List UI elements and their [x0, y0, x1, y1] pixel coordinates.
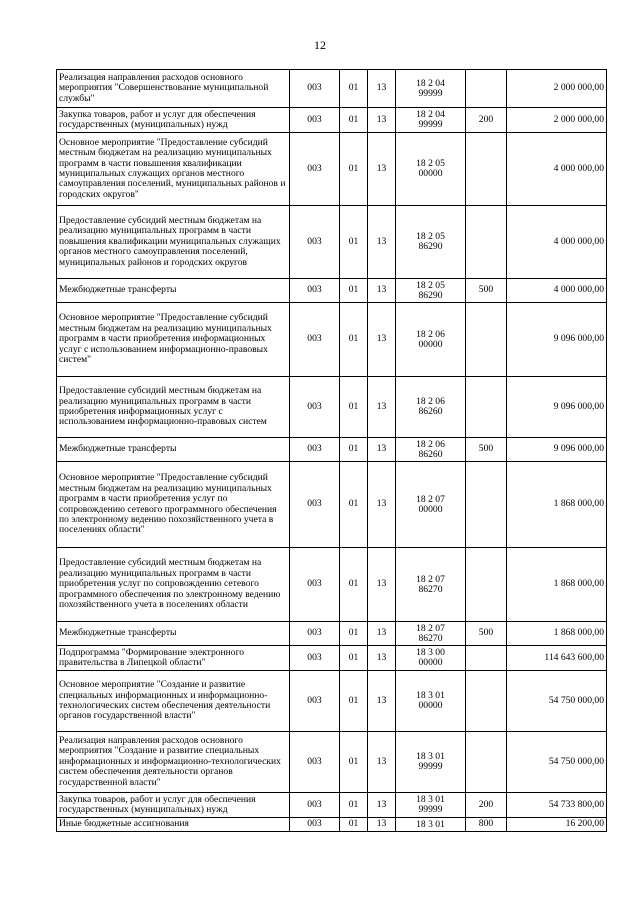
- row-name-cell: Реализация направления расходов основного мероприятия "Совершенствование муниципальной службы": [57, 70, 290, 108]
- target-article-cell: [396, 108, 466, 133]
- target-article-part2: 86290: [418, 289, 443, 301]
- subsection-code-cell: 13: [368, 279, 396, 303]
- table-row: [57, 206, 607, 279]
- expense-type-cell: [466, 303, 507, 377]
- target-article-part1: 18 2 05: [416, 231, 445, 242]
- table-row: [57, 108, 607, 133]
- expense-type-cell: [466, 462, 507, 548]
- row-name-cell: Предоставление субсидий местным бюджетам на реализацию муниципальных программ в части повышения квалификации муниципальных служащих органов местного самоуправления поселений, муниципальных районов и городских округов: [57, 206, 290, 279]
- row-name-cell: Основное мероприятие "Предоставление субсидий местным бюджетам на реализацию муниципальных программ в части повышения квалификации муниципальных служащих органов местного самоуправления поселений, муниципальных районов и городских округов": [57, 133, 290, 206]
- target-article-cell: [396, 303, 466, 377]
- section-code-cell: 01: [340, 438, 368, 462]
- target-article-part1: 18 2 07: [416, 573, 445, 585]
- section-code-cell: 01: [340, 818, 368, 832]
- section-code-cell: 01: [340, 108, 368, 133]
- subsection-code-cell: 13: [368, 548, 396, 622]
- table-row: [57, 646, 607, 671]
- expense-type-cell: 500: [466, 622, 507, 646]
- target-article-cell: [396, 818, 466, 832]
- expense-type-cell: 500: [466, 279, 507, 303]
- row-name-cell: Подпрограмма "Формирование электронного правительства в Липецкой области": [57, 646, 290, 671]
- expense-type-cell: 500: [466, 438, 507, 462]
- ministry-code-cell: 003: [290, 622, 340, 646]
- target-article-part2: 99999: [418, 87, 443, 99]
- subsection-code-cell: 13: [368, 671, 396, 732]
- section-code-cell: 01: [340, 622, 368, 646]
- target-article-cell: [396, 279, 466, 303]
- amount-cell: 1 868 000,00: [507, 622, 607, 646]
- target-article-cell: [396, 462, 466, 548]
- ministry-code-cell: 003: [290, 548, 340, 622]
- ministry-code-cell: 003: [290, 303, 340, 377]
- section-code-cell: 01: [340, 732, 368, 793]
- section-code-cell: 01: [340, 671, 368, 732]
- expense-type-cell: [466, 70, 507, 108]
- row-name-cell: Межбюджетные трансферты: [57, 279, 290, 303]
- expense-type-cell: 200: [466, 108, 507, 133]
- target-article-part1: 18 2 05: [416, 158, 445, 169]
- table-row: [57, 622, 607, 646]
- table-body: [57, 70, 607, 832]
- table-row: [57, 671, 607, 732]
- section-code-cell: 01: [340, 279, 368, 303]
- subsection-code-cell: 13: [368, 377, 396, 438]
- ministry-code-cell: 003: [290, 70, 340, 108]
- target-article-cell: [396, 646, 466, 671]
- table-row: [57, 818, 607, 832]
- amount-cell: 4 000 000,00: [507, 133, 607, 206]
- target-article-cell: [396, 377, 466, 438]
- amount-cell: 1 868 000,00: [507, 462, 607, 548]
- amount-cell: 1 868 000,00: [507, 548, 607, 622]
- target-article-cell: [396, 732, 466, 793]
- amount-cell: 54 733 800,00: [507, 793, 607, 818]
- target-article-part1: 18 2 05: [416, 279, 445, 291]
- row-name-cell: Основное мероприятие "Предоставление субсидий местным бюджетам на реализацию муниципальных программ в части приобретения информационных услуг с использованием информационно-правовых систем": [57, 303, 290, 377]
- subsection-code-cell: 13: [368, 622, 396, 646]
- section-code-cell: 01: [340, 377, 368, 438]
- target-article-part2: 86260: [418, 406, 443, 417]
- target-article-part1: 18 2 06: [416, 396, 445, 407]
- expense-type-cell: [466, 206, 507, 279]
- target-article-part1: 18 3 01: [416, 794, 445, 805]
- target-article-part2: 99999: [418, 761, 443, 772]
- expense-type-cell: [466, 646, 507, 671]
- target-article-part1: 18 3 01: [416, 751, 445, 762]
- subsection-code-cell: 13: [368, 732, 396, 793]
- target-article-part1: 18 2 07: [416, 622, 445, 634]
- section-code-cell: 01: [340, 462, 368, 548]
- row-name-cell: Межбюджетные трансферты: [57, 622, 290, 646]
- amount-cell: 16 200,00: [507, 818, 607, 832]
- target-article-cell: [396, 70, 466, 108]
- target-article-part2: 86270: [418, 632, 443, 644]
- subsection-code-cell: 13: [368, 303, 396, 377]
- section-code-cell: 01: [340, 646, 368, 671]
- target-article-part2: 86260: [418, 448, 443, 460]
- subsection-code-cell: 13: [368, 438, 396, 462]
- table-row: [57, 377, 607, 438]
- target-article-part1: 18 3 01: [416, 818, 445, 830]
- target-article-part1: 18 2 06: [416, 328, 445, 340]
- target-article-cell: [396, 622, 466, 646]
- subsection-code-cell: 13: [368, 818, 396, 832]
- target-article-part2: 00000: [418, 700, 443, 711]
- section-code-cell: 01: [340, 206, 368, 279]
- row-name-cell: Межбюджетные трансферты: [57, 438, 290, 462]
- subsection-code-cell: 13: [368, 646, 396, 671]
- target-article-part1: 18 2 07: [416, 493, 445, 505]
- table-row: [57, 732, 607, 793]
- amount-cell: 54 750 000,00: [507, 732, 607, 793]
- row-name-cell: Закупка товаров, работ и услуг для обеспечения государственных (муниципальных) нужд: [57, 793, 290, 818]
- target-article-part2: 00000: [418, 657, 443, 668]
- table-row: [57, 793, 607, 818]
- ministry-code-cell: 003: [290, 462, 340, 548]
- section-code-cell: 01: [340, 548, 368, 622]
- table-row: [57, 279, 607, 303]
- target-article-cell: [396, 133, 466, 206]
- ministry-code-cell: 003: [290, 279, 340, 303]
- target-article-part1: 18 3 00: [416, 647, 445, 658]
- amount-cell: 114 643 600,00: [507, 646, 607, 671]
- table-row: [57, 438, 607, 462]
- ministry-code-cell: 003: [290, 438, 340, 462]
- subsection-code-cell: 13: [368, 206, 396, 279]
- target-article-part1: 18 2 06: [416, 438, 445, 450]
- expense-type-cell: [466, 671, 507, 732]
- section-code-cell: 01: [340, 70, 368, 108]
- target-article-part2: 99999: [418, 804, 443, 815]
- target-article-cell: [396, 438, 466, 462]
- row-name-cell: Реализация направления расходов основного мероприятия "Создание и развитие специальных информационных и информационно-технологических систем обеспечения деятельности органов государственной власти": [57, 732, 290, 793]
- subsection-code-cell: 13: [368, 108, 396, 133]
- subsection-code-cell: 13: [368, 462, 396, 548]
- ministry-code-cell: 003: [290, 108, 340, 133]
- row-name-cell: Основное мероприятие "Создание и развитие специальных информационных и информационно-технологических систем обеспечения деятельности органов государственной власти": [57, 671, 290, 732]
- ministry-code-cell: 003: [290, 377, 340, 438]
- expense-type-cell: [466, 732, 507, 793]
- target-article-cell: [396, 206, 466, 279]
- ministry-code-cell: 003: [290, 793, 340, 818]
- table-row: [57, 133, 607, 206]
- target-article-part2: 00000: [418, 338, 443, 350]
- table-row: [57, 303, 607, 377]
- target-article-part1: 18 3 01: [416, 690, 445, 701]
- amount-cell: 2 000 000,00: [507, 70, 607, 108]
- ministry-code-cell: 003: [290, 818, 340, 832]
- expense-type-cell: [466, 133, 507, 206]
- target-article-cell: [396, 793, 466, 818]
- row-name-cell: Основное мероприятие "Предоставление субсидий местным бюджетам на реализацию муниципальных программ в части приобретения услуг по сопровождению сетевого программного обеспечения по электронному ведению похозяйственного учета в поселениях области": [57, 462, 290, 548]
- target-article-part1: 18 2 04: [416, 77, 445, 89]
- table-row: [57, 548, 607, 622]
- amount-cell: 9 096 000,00: [507, 303, 607, 377]
- ministry-code-cell: 003: [290, 646, 340, 671]
- ministry-code-cell: 003: [290, 206, 340, 279]
- table-row: [57, 70, 607, 108]
- amount-cell: 54 750 000,00: [507, 671, 607, 732]
- amount-cell: 9 096 000,00: [507, 438, 607, 462]
- budget-table: [56, 69, 607, 832]
- row-name-cell: Закупка товаров, работ и услуг для обеспечения государственных (муниципальных) нужд: [57, 108, 290, 133]
- target-article-part2: 00000: [418, 168, 443, 179]
- table-row: [57, 462, 607, 548]
- expense-type-cell: [466, 548, 507, 622]
- target-article-cell: [396, 671, 466, 732]
- ministry-code-cell: 003: [290, 671, 340, 732]
- row-name-cell: Предоставление субсидий местным бюджетам на реализацию муниципальных программ в части приобретения информационных услуг с использованием информационно-правовых систем: [57, 377, 290, 438]
- row-name-cell: Предоставление субсидий местным бюджетам на реализацию муниципальных программ в части приобретения услуг по сопровождению сетевого программного обеспечения по электронному ведению похозяйственного учета в поселениях области: [57, 548, 290, 622]
- target-article-part1: 18 2 04: [416, 109, 445, 120]
- target-article-part2: 86270: [418, 583, 443, 595]
- expense-type-cell: [466, 377, 507, 438]
- row-name-cell: Иные бюджетные ассигнования: [57, 818, 290, 832]
- ministry-code-cell: 003: [290, 732, 340, 793]
- target-article-part2: 99999: [418, 119, 443, 130]
- section-code-cell: 01: [340, 133, 368, 206]
- subsection-code-cell: 13: [368, 133, 396, 206]
- subsection-code-cell: 13: [368, 793, 396, 818]
- ministry-code-cell: 003: [290, 133, 340, 206]
- amount-cell: 9 096 000,00: [507, 377, 607, 438]
- amount-cell: 4 000 000,00: [507, 279, 607, 303]
- expense-type-cell: 800: [466, 818, 507, 832]
- section-code-cell: 01: [340, 793, 368, 818]
- amount-cell: 2 000 000,00: [507, 108, 607, 133]
- target-article-cell: [396, 548, 466, 622]
- section-code-cell: 01: [340, 303, 368, 377]
- target-article-part2: 86290: [418, 241, 443, 252]
- amount-cell: 4 000 000,00: [507, 206, 607, 279]
- target-article-part2: 00000: [418, 503, 443, 515]
- expense-type-cell: 200: [466, 793, 507, 818]
- subsection-code-cell: 13: [368, 70, 396, 108]
- page-number: 12: [314, 38, 326, 52]
